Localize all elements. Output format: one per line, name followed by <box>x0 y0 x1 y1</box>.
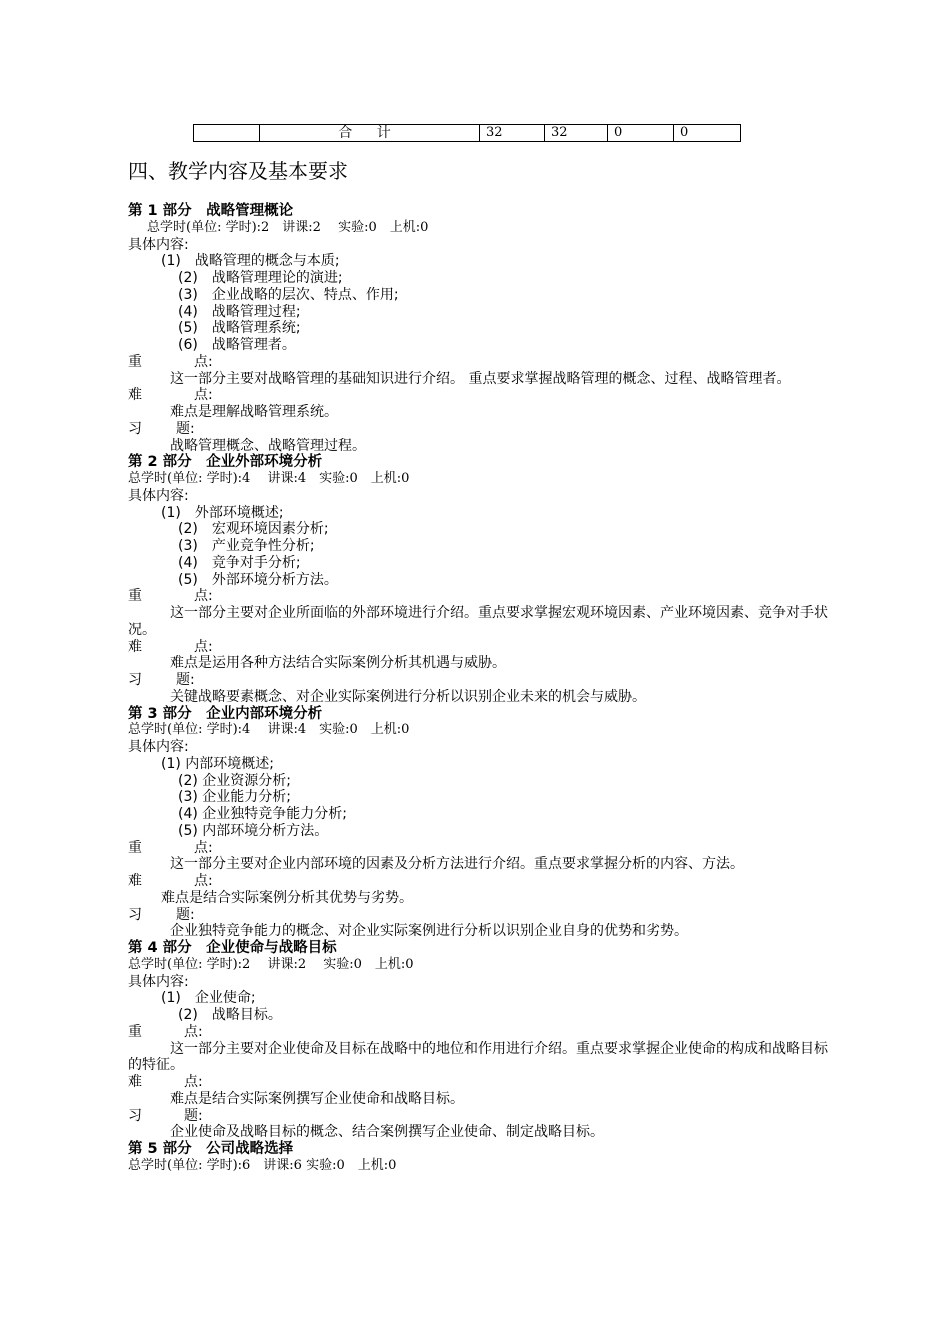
part-2-item: (4) 竞争对手分析; <box>178 554 301 571</box>
part-4-key-text: 这一部分主要对企业使命及目标在战略中的地位和作用进行介绍。重点要求掌握企业使命的构成和战略目标的特征。 <box>128 1040 828 1074</box>
diff-label-char: 难 <box>128 873 142 889</box>
part-4-diff-text: 难点是结合实际案例撰写企业使命和战略目标。 <box>170 1090 464 1107</box>
part-1-key-label <box>128 354 828 371</box>
part-3-exer-label <box>128 907 828 924</box>
key-label-char: 重 <box>128 353 142 370</box>
part-3-diff-label <box>128 873 828 890</box>
part-1-title: 第 1 部分 战略管理概论 <box>128 203 294 219</box>
diff-label-char: 难 <box>128 638 142 655</box>
part-3-exer-text: 企业独特竞争能力的概念、对企业实际案例进行分析以识别企业自身的优势和劣势。 <box>170 923 688 940</box>
part-1-key-text: 这一部分主要对战略管理的基础知识进行介绍。 重点要求掌握战略管理的概念、过程、战略管理者。 <box>170 370 791 387</box>
exer-label-char: 题: <box>176 672 195 688</box>
part-2-item: (1) 外部环境概述; <box>161 504 284 521</box>
part-5-hours: 总学时(单位: 学时):6 讲课:6 实验:0 上机:0 <box>128 1157 397 1173</box>
part-4-item: (1) 企业使命; <box>161 990 256 1007</box>
part-1-diff-text: 难点是理解战略管理系统。 <box>170 404 338 420</box>
part-2-item: (3) 产业竞争性分析; <box>178 538 315 554</box>
part-3-item: (2) 企业资源分析; <box>178 772 291 789</box>
part-3-diff-text: 难点是结合实际案例分析其优势与劣势。 <box>161 889 413 906</box>
part-1-item: (3) 企业战略的层次、特点、作用; <box>178 286 399 303</box>
table-cell-label: 合 计 <box>260 125 480 142</box>
part-4-exer-label <box>128 1108 828 1125</box>
key-label-char: 重 <box>128 1023 142 1040</box>
key-label-char: 点: <box>194 588 213 605</box>
part-2-exer-text: 关键战略要素概念、对企业实际案例进行分析以识别企业未来的机会与威胁。 <box>170 688 646 705</box>
table-cell-total-hours: 32 <box>480 125 545 142</box>
exer-label-char: 题: <box>184 1107 203 1124</box>
part-2-key-label <box>128 588 828 605</box>
part-1-item: (1) 战略管理的概念与本质; <box>161 253 340 270</box>
part-1-item: (2) 战略管理理论的演进; <box>178 270 343 286</box>
part-1-diff-label <box>128 387 828 404</box>
part-4-hours: 总学时(单位: 学时):2 讲课:2 实验:0 上机:0 <box>128 956 414 972</box>
part-1-item: (6) 战略管理者。 <box>178 337 296 353</box>
table-cell-computer-hours: 0 <box>674 125 741 142</box>
part-3-key-text: 这一部分主要对企业内部环境的因素及分析方法进行介绍。重点要求掌握分析的内容、方法。 <box>170 856 744 873</box>
key-label-char: 重 <box>128 839 142 856</box>
part-3-item: (5) 内部环境分析方法。 <box>178 822 329 839</box>
part-2-diff-text: 难点是运用各种方法结合实际案例分析其机遇与威胁。 <box>170 655 506 672</box>
part-5-title: 第 5 部分 公司战略选择 <box>128 1141 294 1157</box>
exer-label-char: 题: <box>176 906 195 923</box>
part-1-item: (5) 战略管理系统; <box>178 320 301 337</box>
diff-label-char: 难 <box>128 387 142 404</box>
part-4-content-label: 具体内容: <box>128 973 189 990</box>
part-4-title: 第 4 部分 企业使命与战略目标 <box>128 940 337 956</box>
part-2-item: (2) 宏观环境因素分析; <box>178 521 329 538</box>
part-1-exer-label <box>128 421 828 438</box>
section-heading: 四、教学内容及基本要求 <box>128 159 348 183</box>
table-row-total <box>194 125 741 142</box>
exer-label-char: 习 <box>128 672 142 688</box>
part-2-hours: 总学时(单位: 学时):4 讲课:4 实验:0 上机:0 <box>128 471 410 486</box>
section-content <box>128 203 828 1175</box>
diff-label-char: 点: <box>194 638 213 655</box>
part-2-diff-label <box>128 639 828 656</box>
diff-label-char: 点: <box>194 873 213 889</box>
part-1-item: (4) 战略管理过程; <box>178 303 301 320</box>
part-2-item: (5) 外部环境分析方法。 <box>178 571 338 588</box>
table-cell-lecture-hours: 32 <box>545 125 608 142</box>
exer-label-char: 习 <box>128 906 142 923</box>
part-4-diff-label <box>128 1074 828 1091</box>
part-2-key-text: 这一部分主要对企业所面临的外部环境进行介绍。重点要求掌握宏观环境因素、产业环境因素、竞争对手状况。 <box>128 605 828 638</box>
part-3-item: (1) 内部环境概述; <box>161 755 274 772</box>
exer-label-char: 题: <box>176 420 195 437</box>
part-3-item: (4) 企业独特竞争能力分析; <box>178 806 347 822</box>
part-2-title: 第 2 部分 企业外部环境分析 <box>128 454 323 471</box>
key-label-char: 点: <box>194 839 213 856</box>
part-4-key-label <box>128 1024 828 1041</box>
table-cell-lab-hours: 0 <box>608 125 674 142</box>
part-4-exer-text: 企业使命及战略目标的概念、结合案例撰写企业使命、制定战略目标。 <box>170 1124 604 1141</box>
key-label-char: 点: <box>184 1023 203 1040</box>
part-3-content-label: 具体内容: <box>128 739 189 755</box>
exer-label-char: 习 <box>128 420 142 437</box>
part-3-item: (3) 企业能力分析; <box>178 789 291 806</box>
part-3-hours: 总学时(单位: 学时):4 讲课:4 实验:0 上机:0 <box>128 722 410 738</box>
diff-label-char: 点: <box>184 1074 203 1090</box>
part-2-content-label: 具体内容: <box>128 487 189 504</box>
key-label-char: 点: <box>194 353 213 370</box>
exer-label-char: 习 <box>128 1107 142 1124</box>
summary-table <box>193 124 741 142</box>
part-4-item: (2) 战略目标。 <box>178 1007 282 1023</box>
diff-label-char: 难 <box>128 1074 142 1090</box>
diff-label-char: 点: <box>194 387 213 404</box>
part-1-content-label: 具体内容: <box>128 236 189 253</box>
part-1-exer-text: 战略管理概念、战略管理过程。 <box>170 437 366 454</box>
table-cell-empty <box>194 125 260 142</box>
part-3-key-label <box>128 840 828 857</box>
part-1-hours: 总学时(单位: 学时):2 讲课:2 实验:0 上机:0 <box>147 219 429 235</box>
part-3-title: 第 3 部分 企业内部环境分析 <box>128 705 323 722</box>
part-2-exer-label <box>128 672 828 689</box>
key-label-char: 重 <box>128 588 142 605</box>
